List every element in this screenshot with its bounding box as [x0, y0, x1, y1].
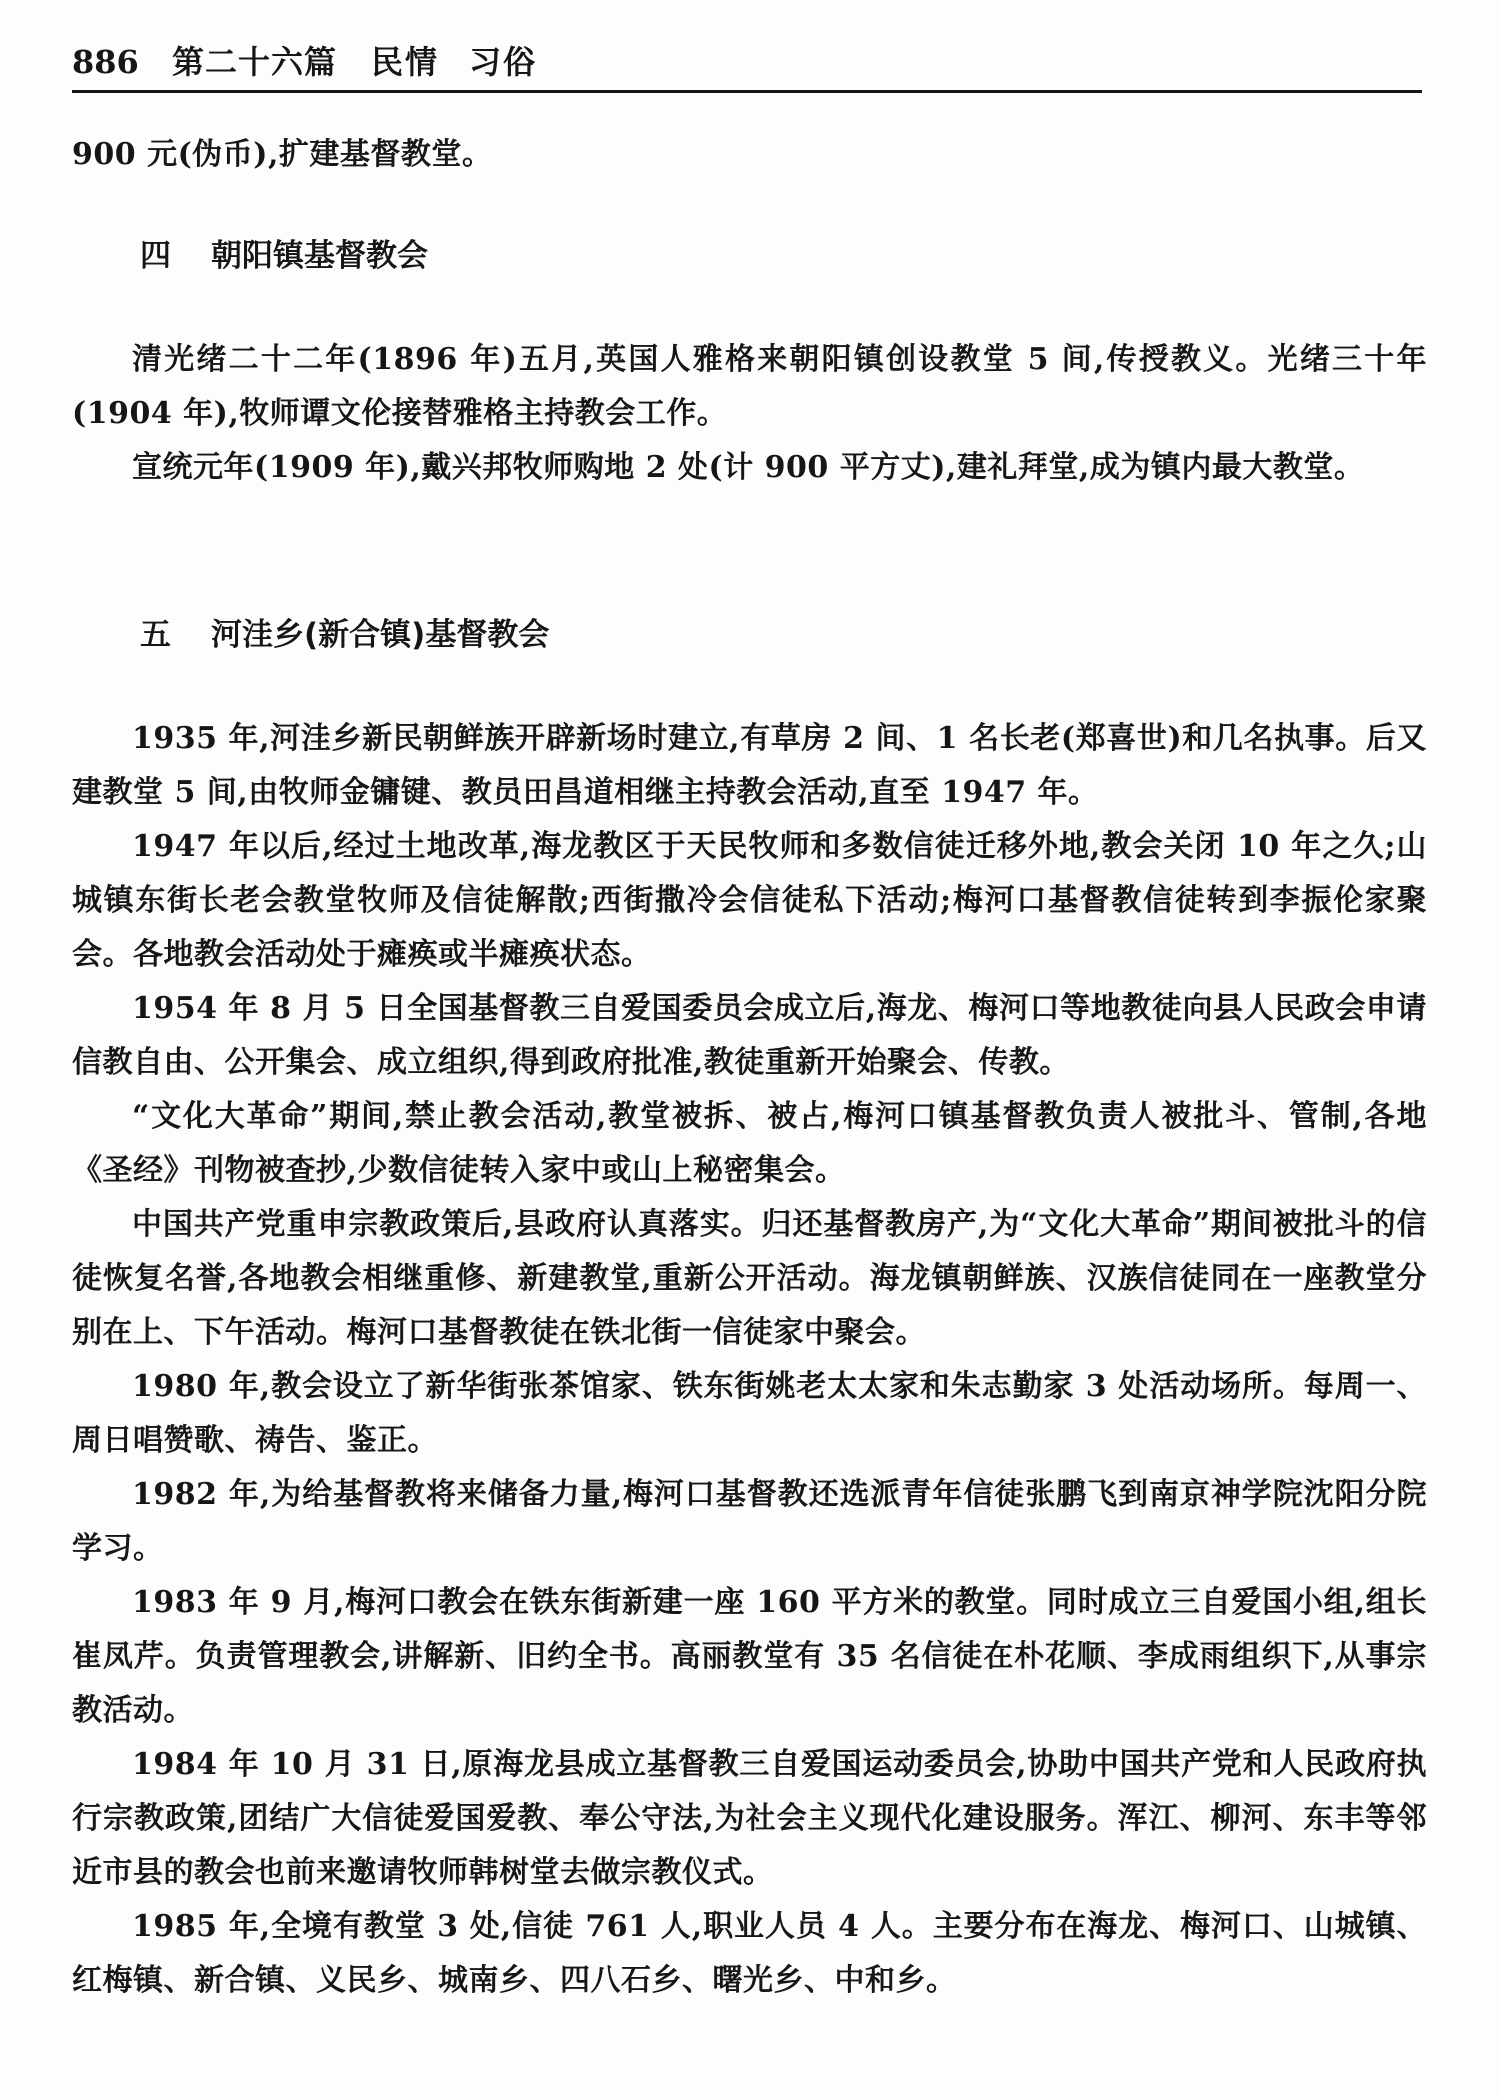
continuation-block: [72, 128, 1427, 182]
paragraph: 宣统元年(1909 年),戴兴邦牧师购地 2 处(计 900 平方丈),建礼拜堂,成为镇内最大教堂。: [132, 450, 1365, 485]
page-number: 886: [72, 43, 139, 81]
section-title: 河洼乡(新合镇)基督教会: [211, 617, 550, 653]
paragraph: 1984 年 10 月 31 日,原海龙县成立基督教三自爱国运动委员会,协助中国共产党和人民政府执行宗教政策,团结广大信徒爱国爱教、奉公守法,为社会主义现代化建设服务。浑江、柳河、东丰等邻近市县的教会也前来邀请牧师韩树堂去做宗教仪式。: [72, 1747, 1427, 1890]
section-4-body: [72, 333, 1427, 495]
section-heading-4: [140, 232, 428, 280]
paragraph: 1982 年,为给基督教将来储备力量,梅河口基督教还选派青年信徒张鹏飞到南京神学院沈阳分院学习。: [72, 1477, 1427, 1566]
paragraph: 1954 年 8 月 5 日全国基督教三自爱国委员会成立后,海龙、梅河口等地教徒向县人民政会申请信教自由、公开集会、成立组织,得到政府批准,教徒重新开始聚会、传教。: [72, 991, 1427, 1080]
chapter-title: 第二十六篇: [172, 43, 338, 81]
section-title: 朝阳镇基督教会: [211, 238, 428, 274]
section-number: 五: [140, 617, 171, 653]
paragraph: 中国共产党重申宗教政策后,县政府认真落实。归还基督教房产,为“文化大革命”期间被批斗的信徒恢复名誉,各地教会相继重修、新建教堂,重新公开活动。海龙镇朝鲜族、汉族信徒同在一座教堂分别在上、下午活动。梅河口基督教徒在铁北街一信徒家中聚会。: [72, 1207, 1427, 1350]
section-heading-5: [140, 611, 549, 659]
chapter-subtitle-2: 习俗: [469, 43, 538, 81]
paragraph: 1947 年以后,经过土地改革,海龙教区于天民牧师和多数信徒迁移外地,教会关闭 10 年之久;山城镇东街长老会教堂牧师及信徒解散;西街撒冷会信徒私下活动;梅河口基督教信徒转到李振伦家聚会。各地教会活动处于瘫痪或半瘫痪状态。: [72, 829, 1427, 972]
running-header: [72, 38, 1422, 86]
chapter-subtitle-1: 民情: [371, 43, 440, 81]
paragraph: 清光绪二十二年(1896 年)五月,英国人雅格来朝阳镇创设教堂 5 间,传授教义。光绪三十年(1904 年),牧师谭文伦接替雅格主持教会工作。: [72, 342, 1427, 431]
paragraph: 1985 年,全境有教堂 3 处,信徒 761 人,职业人员 4 人。主要分布在海龙、梅河口、山城镇、红梅镇、新合镇、义民乡、城南乡、四八石乡、曙光乡、中和乡。: [72, 1909, 1427, 1998]
paragraph: 1980 年,教会设立了新华街张茶馆家、铁东街姚老太太家和朱志勤家 3 处活动场所。每周一、周日唱赞歌、祷告、鉴正。: [72, 1369, 1427, 1458]
section-number: 四: [140, 238, 171, 274]
continuation-paragraph: 900 元(伪币),扩建基督教堂。: [72, 137, 493, 172]
header-rule: [72, 90, 1422, 93]
section-5-body: [72, 712, 1427, 2008]
paragraph: 1983 年 9 月,梅河口教会在铁东街新建一座 160 平方米的教堂。同时成立三自爱国小组,组长崔凤芹。负责管理教会,讲解新、旧约全书。高丽教堂有 35 名信徒在朴花顺、李成雨组织下,从事宗教活动。: [72, 1585, 1427, 1728]
paragraph: 1935 年,河洼乡新民朝鲜族开辟新场时建立,有草房 2 间、1 名长老(郑喜世)和几名执事。后又建教堂 5 间,由牧师金镛键、教员田昌道相继主持教会活动,直至 1947 年。: [72, 721, 1427, 810]
paragraph: “文化大革命”期间,禁止教会活动,教堂被拆、被占,梅河口镇基督教负责人被批斗、管制,各地《圣经》刊物被查抄,少数信徒转入家中或山上秘密集会。: [72, 1099, 1427, 1188]
